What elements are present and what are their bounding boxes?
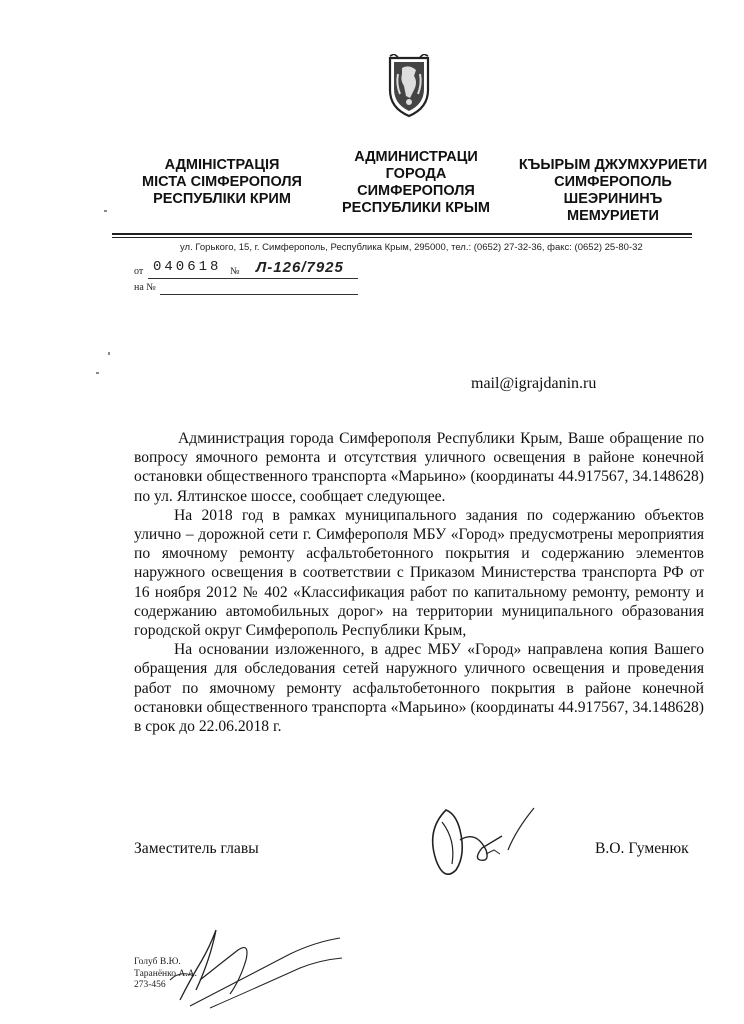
header-ru-line: АДМИНИСТРАЦИ <box>354 149 478 165</box>
registration-number-handwritten: Л-126/7925 <box>256 259 344 276</box>
header-ua-line: АДМІНІСТРАЦІЯ <box>164 157 280 173</box>
header-address: ул. Горького, 15, г. Симферополь, Республика Крым, 295000, тел.: (0652) 27-32-36, факс: (0652) 25-80-32 <box>180 242 643 253</box>
header-crh-line: СИМФЕРОПОЛЬ <box>554 174 672 190</box>
body-paragraph: На основании изложенного, в адрес МБУ «Город» направлена копия Вашего обращения для обследования сетей наружного уличного освещения и проведения работ по ямочному ремонту асфальтобетонного покрытия в районе конечной остановки общественного транспорта «Марьино» (координаты 44.917567, 34.148628) в срок до 22.06.2018 г. <box>134 641 704 736</box>
scan-speck <box>96 372 99 374</box>
executor-line: Голуб В.Ю. <box>134 957 181 967</box>
header-crh-line: МЕМУРИЕТИ <box>567 208 659 224</box>
registration-on-underline <box>160 294 358 295</box>
body-paragraph: На 2018 год в рамках муниципального задания по содержанию объектов улично – дорожной сети г. Симферополя МБУ «Город» предусмотрены мероприятия по ямочному ремонту асфальтобетонного покрытия и содержанию элементов наружного освещения в соответствии с Приказом Министерства транспорта РФ от 16 ноября 2012 № 402 «Классификация работ по капитальному ремонту, ремонту и содержанию автомобильных дорог» на территории муниципального образования городской округ Симферополь Республики Крым, <box>134 506 704 640</box>
handwritten-signature-icon <box>416 800 546 890</box>
header-divider-thin <box>112 237 692 238</box>
registration-number-label: № <box>230 266 240 277</box>
registration-date-stamp: 040618 <box>153 259 222 275</box>
header-ru-line: РЕСПУБЛИКИ КРЫМ <box>341 200 490 216</box>
executor-line: 273-456 <box>134 980 166 990</box>
crimea-coat-of-arms-icon <box>384 54 434 118</box>
header-divider-thick <box>112 233 692 235</box>
executor-line: Таранёнко А.А. <box>134 968 197 979</box>
header-ua-line: РЕСПУБЛІКИ КРИМ <box>153 191 291 207</box>
letter-body <box>134 429 704 736</box>
body-paragraph: Администрация города Симферополя Республики Крым, Ваше обращение по вопросу ямочного ремонта и отсутствия уличного освещения в районе конечной остановки общественного транспорта «Марьино» (координаты 44.917567, 34.148628) по ул. Ялтинское шоссе, сообщает следующее. <box>134 430 704 505</box>
recipient-email: mail@igrajdanin.ru <box>471 375 597 392</box>
header-ua-name <box>122 157 322 208</box>
scan-speck <box>104 210 107 212</box>
signature-position: Заместитель главы <box>134 840 259 857</box>
signature-name: В.О. Гуменюк <box>595 840 689 857</box>
header-crh-line: ШЕЭРИНИНЪ <box>563 191 663 207</box>
header-ru-line: ГОРОДА <box>385 166 447 182</box>
executor-initials-icon <box>150 920 350 1010</box>
header-ru-line: СИМФЕРОПОЛЯ <box>357 183 475 199</box>
registration-from-label: от <box>134 266 144 277</box>
header-crh-name <box>512 157 714 225</box>
registration-from-underline <box>148 278 358 279</box>
scan-speck <box>108 352 110 355</box>
registration-on-label: на № <box>134 282 156 293</box>
header-crh-line: КЪЫРЫМ ДЖУМХУРИЕТИ <box>518 157 708 173</box>
header-ru-name <box>318 149 514 217</box>
header-ua-line: МІСТА СІМФЕРОПОЛЯ <box>142 174 302 190</box>
